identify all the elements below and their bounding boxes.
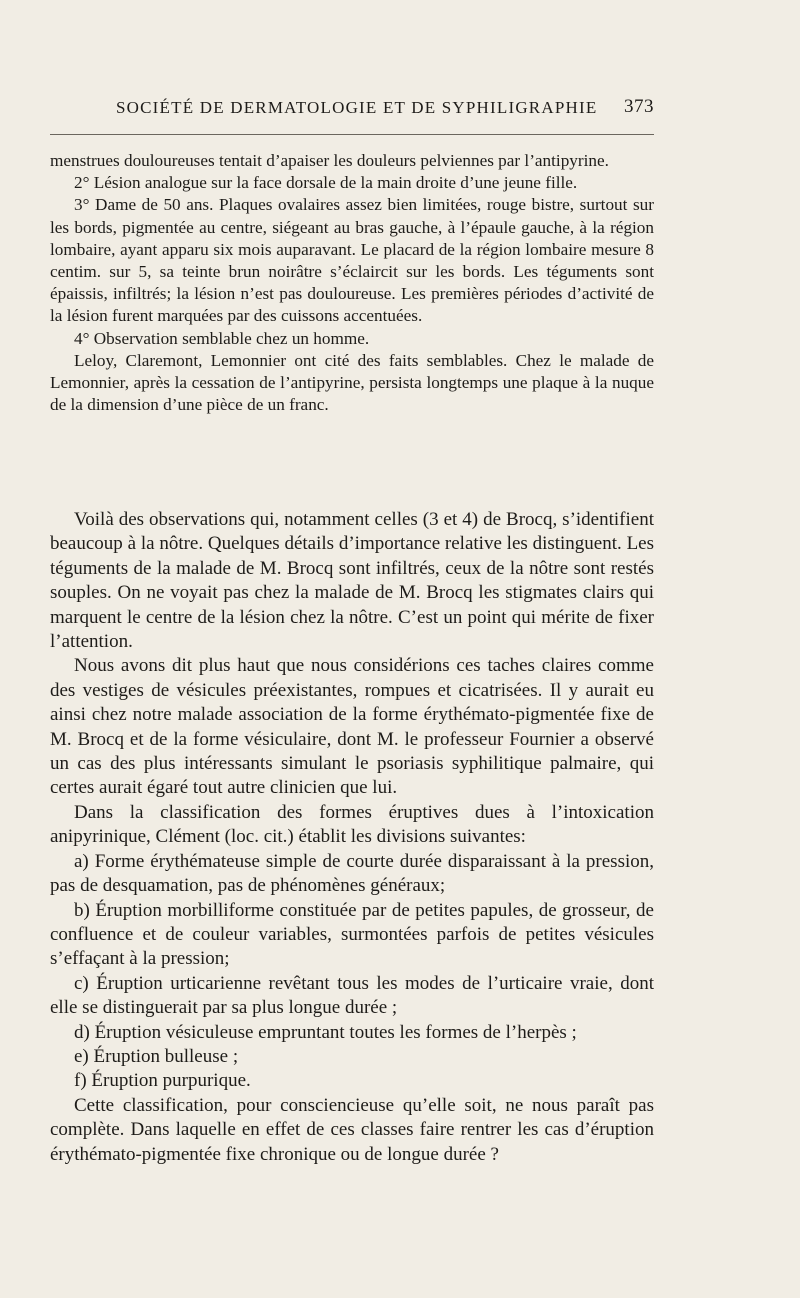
page-header — [50, 98, 654, 122]
paragraph: Nous avons dit plus haut que nous considérions ces taches claires comme des vestiges de vésicules préexistantes, rompues et cicatrisées. Il y aurait eu ainsi chez notre malade association de la forme érythémato-pigmentée fixe de M. Brocq et de la forme vésiculaire, dont M. le professeur Fournier a observé un cas des plus intéressants simulant le psoriasis syphilitique palmaire, qui certes aurait égaré tout autre clinicien que lui. — [50, 655, 654, 799]
paragraph: Dans la classification des formes éruptives dues à l’intoxication anipyrinique, Clément (loc. cit.) établit les divisions suivantes: — [50, 801, 654, 848]
paragraph: menstrues douloureuses tentait d’apaiser les douleurs pelviennes par l’antipyrine. — [50, 151, 609, 170]
list-item: c) Éruption urticarienne revêtant tous les modes de l’urticaire vraie, dont elle se distinguerait par sa plus longue durée ; — [50, 972, 654, 1019]
list-item: e) Éruption bulleuse ; — [74, 1045, 239, 1067]
list-item: b) Éruption morbilliforme constituée par de petites papules, de grosseur, de confluence et de couleur variables, surmontées parfois de petites vésicules s’effaçant à la pression; — [50, 899, 654, 970]
paragraph: Cette classification, pour consciencieuse qu’elle soit, ne nous paraît pas complète. Dans laquelle en effet de ces classes faire rentrer les cas d’éruption érythémato-pigmentée fixe chronique ou de longue durée ? — [50, 1094, 654, 1165]
paragraph: 4° Observation semblable chez un homme. — [74, 328, 370, 348]
list-item: a) Forme érythémateuse simple de courte durée disparaissant à la pression, pas de desquamation, pas de phénomènes généraux; — [50, 850, 654, 897]
paragraph: 3° Dame de 50 ans. Plaques ovalaires assez bien limitées, rouge bistre, surtout sur les bords, pigmentée au centre, siégeant au bras gauche, à l’épaule gauche, à la région lombaire, ayant apparu six mois auparavant. Le placard de la région lombaire mesure 8 centim. sur 5, sa teinte brun noirâtre s’éclaircit sur les bords. Les téguments sont épaissis, infiltrés; la lésion n’est pas douloureuse. Les premières périodes d’activité de la lésion furent marquées par des cuissons accentuées. — [50, 195, 654, 326]
paragraph: Voilà des observations qui, notamment celles (3 et 4) de Brocq, s’identifient beaucoup à la nôtre. Quelques détails d’importance relative les distinguent. Les téguments de la malade de M. Brocq sont infiltrés, ceux de la nôtre sont restés souples. On ne voyait pas chez la malade de M. Brocq les stigmates clairs qui marquent le centre de la lésion chez la nôtre. C’est un point qui mérite de fixer l’attention. — [50, 509, 654, 653]
page-number: 373 — [624, 96, 654, 117]
paragraph: Leloy, Claremont, Lemonnier ont cité des faits semblables. Chez le malade de Lemonnier, après la cessation de l’antipyrine, persista longtemps une plaque à la nuque de la dimension d’une pièce de un franc. — [50, 350, 654, 415]
running-title: SOCIÉTÉ DE DERMATOLOGIE ET DE SYPHILIGRAPHIE — [116, 98, 598, 117]
paragraph: 2° Lésion analogue sur la face dorsale de la main droite d’une jeune fille. — [74, 173, 578, 193]
case-observations-block — [50, 150, 654, 416]
header-rule — [50, 134, 654, 135]
list-item: f) Éruption purpurique. — [74, 1070, 251, 1092]
list-item: d) Éruption vésiculeuse empruntant toutes les formes de l’herpès ; — [74, 1021, 577, 1043]
discussion-block — [50, 508, 654, 1167]
